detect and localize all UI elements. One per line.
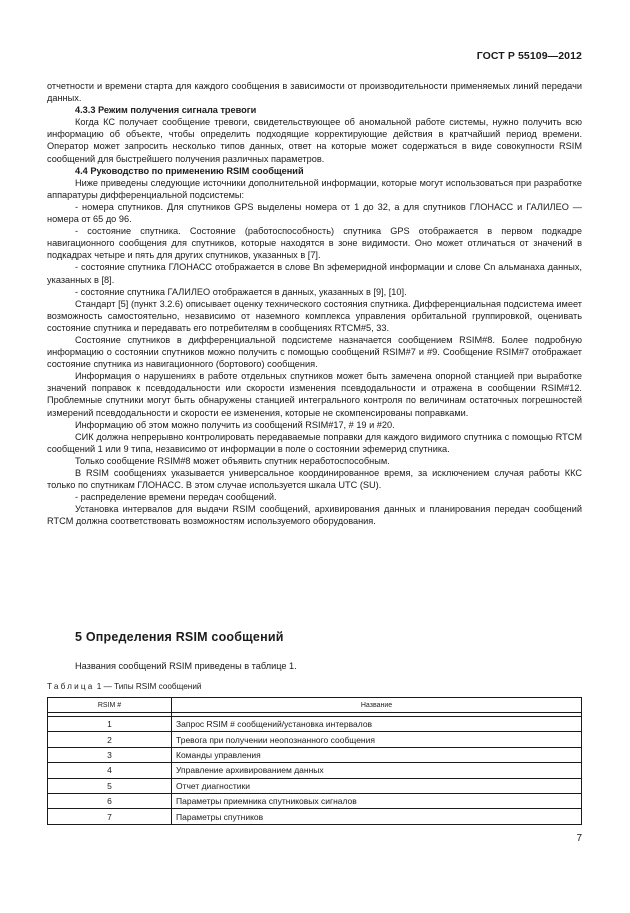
paragraph: Информацию об этом можно получить из сообщений RSIM#17, # 19 и #20. — [75, 419, 395, 430]
rsim-number-cell: 5 — [48, 778, 172, 793]
table-row — [48, 747, 582, 762]
paragraph: Стандарт [5] (пункт 3.2.6) описывает оценку технического состояния спутника. Дифференциальная подсистема имеет возможность самостоятельно, независимо от наземного комплекса управления орбитальной группировкой, оценивать состояние спутника и передавать его потребителям в сообщениях RTCM#5, 33. — [47, 298, 582, 333]
paragraph: Только сообщение RSIM#8 может объявить спутник неработоспособным. — [75, 455, 390, 466]
table-row — [48, 717, 582, 732]
section-heading-5: 5 Определения RSIM сообщений — [75, 630, 284, 644]
paragraph: отчетности и времени старта для каждого сообщения в зависимости от производительности применяемых линий передачи данных. — [47, 81, 582, 104]
rsim-name-cell: Запрос RSIM # сообщений/установка интервалов — [172, 717, 582, 732]
list-item: - состояние спутника ГЛОНАСС отображается в слове Bn эфемеридной информации и слове Cn альманаха данных, указанных в [8]. — [47, 262, 582, 285]
rsim-name-cell: Отчет диагностики — [172, 778, 582, 793]
rsim-number-cell: 2 — [48, 732, 172, 747]
table-caption-title: 1 — Типы RSIM сообщений — [94, 682, 202, 691]
paragraph: СИК должна непрерывно контролировать передаваемые поправки для каждого видимого спутника с помощью RTCM сообщений 1 или 9 типа, независимо от информации в поле о состоянии эфемерид спутника. — [47, 431, 582, 454]
column-header-name: Название — [172, 698, 582, 713]
table-body — [48, 713, 582, 825]
column-header-rsim-number: RSIM # — [48, 698, 172, 713]
table-caption — [47, 682, 201, 691]
paragraph: Состояние спутников в дифференциальной подсистеме назначается сообщением RSIM#8. Более подробную информацию о состоянии спутников можно получить с помощью сообщений RSIM#7 и #9. Сообщение RSIM#7 отображает состояние спутника из навигационного (бортового) сообщения. — [47, 334, 582, 370]
rsim-number-cell: 6 — [48, 793, 172, 808]
rsim-number-cell: 3 — [48, 747, 172, 762]
list-item: - номера спутников. Для спутников GPS выделены номера от 1 до 32, а для спутников ГЛОНАСС и ГАЛИЛЕО — номера от 65 до 96. — [47, 201, 582, 225]
page-number: 7 — [576, 833, 582, 844]
list-item: - распределение времени передач сообщений. — [75, 492, 277, 503]
section-intro: Названия сообщений RSIM приведены в таблице 1. — [75, 661, 297, 671]
table-row — [48, 793, 582, 808]
rsim-name-cell: Команды управления — [172, 747, 582, 762]
rsim-name-cell: Параметры приемника спутниковых сигналов — [172, 793, 582, 808]
table-header-row — [48, 698, 582, 713]
paragraph: Когда КС получает сообщение тревоги, свидетельствующее об аномальной работе системы, нужно получить всю информацию об объекте, чтобы определить подходящие корректирующие действия в кратчайший период времени. Оператор может запросить несколько типов данных, ответ на которые может содержаться в виде совокупности RSIM сообщений для быстрейшего получения различных параметров. — [47, 117, 582, 164]
subsection-heading-4-3-3: 4.3.3 Режим получения сигнала тревоги — [75, 105, 257, 116]
rsim-number-cell: 1 — [48, 717, 172, 732]
paragraph: В RSIM сообщениях указывается универсальное координированное время, за исключением случая работы ККС только по спутникам ГЛОНАСС. В этом случае используется шкала UTC (SU). — [47, 468, 582, 491]
rsim-number-cell: 7 — [48, 809, 172, 824]
paragraph: Информация о нарушениях в работе отдельных спутников может быть замечена опорной станцией при выработке значений поправок к псевдодальности или скорости изменения псевдодальности и отражена в сообщении RSIM#12. Проблемные спутники могут быть обнаружены станцией интегрального контроля по величинам остаточных погрешностей измерений псевдодальности и скорости ее изменения, которые не скомпенсированы поправками. — [47, 371, 582, 418]
rsim-name-cell: Параметры спутников — [172, 809, 582, 824]
list-item: - состояние спутника. Состояние (работоспособность) спутника GPS отображается в первом подкадре навигационного сообщения для спутников, которые находятся в зоне видимости. Оно может отличаться от значений в подкадрах четыре и пять для других спутников, указанных в [7]. — [47, 226, 582, 261]
paragraph: Установка интервалов для выдачи RSIM сообщений, архивирования данных и планирования передач сообщений RTCM должна соответствовать возможностям используемого оборудования. — [47, 504, 582, 527]
table-caption-word: Таблица — [47, 682, 95, 691]
list-item: - состояние спутника ГАЛИЛЕО отображается в данных, указанных в [9], [10]. — [75, 286, 407, 297]
table-row — [48, 809, 582, 824]
table-row — [48, 732, 582, 747]
paragraph: Ниже приведены следующие источники дополнительной информации, которые могут использоваться при разработке аппаратуры дифференциальной подсистемы: — [47, 177, 582, 200]
rsim-types-table — [47, 697, 582, 825]
rsim-number-cell: 4 — [48, 763, 172, 778]
body-text — [47, 80, 582, 527]
rsim-name-cell: Тревога при получении неопознанного сообщения — [172, 732, 582, 747]
table-row — [48, 778, 582, 793]
subsection-heading-4-4: 4.4 Руководство по применению RSIM сообщений — [75, 165, 304, 176]
table-row — [48, 763, 582, 778]
rsim-name-cell: Управление архивированием данных — [172, 763, 582, 778]
document-code-header: ГОСТ Р 55109—2012 — [476, 50, 582, 62]
